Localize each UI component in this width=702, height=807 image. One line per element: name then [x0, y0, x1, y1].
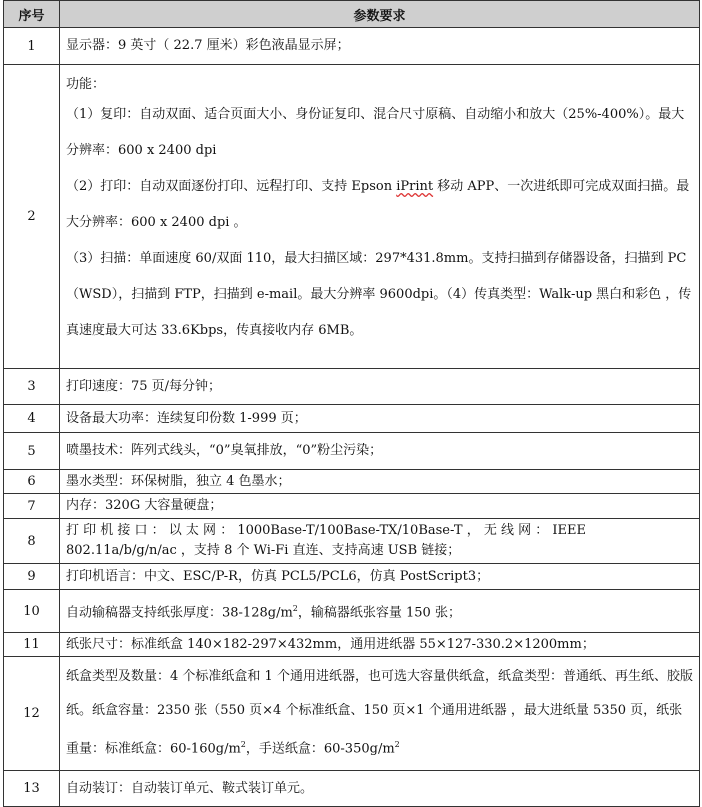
header-no: 序号 — [4, 1, 60, 28]
table-row — [4, 28, 700, 65]
header-row — [4, 1, 700, 28]
table-row — [4, 433, 700, 470]
superscript: 2 — [240, 740, 246, 750]
row-text: 打 印 机 接 口 ： 以 太 网 ： 1000Base-T/100Base-TX/10Base-T ， 无 线 网 ： IEEE 802.11a/b/g/n/ac ，支持 8 个 Wi-Fi 直连、支持高速 USB 链接； — [60, 519, 700, 564]
row-number: 10 — [4, 590, 60, 633]
copy-spec: （1）复印：自动双面、适合页面大小、身份证复印、混合尺寸原稿、自动缩小和放大（25%-400%）。最大分辨率：600 x 2400 dpi — [66, 107, 685, 158]
row-text: 显示器：9 英寸（ 22.7 厘米）彩色液晶显示屏； — [60, 28, 700, 65]
table-row — [4, 590, 700, 633]
header-param: 参数要求 — [60, 1, 700, 28]
row-number: 5 — [4, 433, 60, 470]
row-text: 墨水类型：环保树脂，独立 4 色墨水； — [60, 470, 700, 494]
row-text: 打印机语言：中文、ESC/P-R，仿真 PCL5/PCL6，仿真 PostScript3； — [60, 564, 700, 590]
feeder-capacity: ，输稿器纸张容量 150 张； — [297, 605, 461, 621]
table-row — [4, 771, 700, 807]
superscript: 2 — [394, 740, 400, 750]
row-text — [60, 590, 700, 633]
tray-spec-part1: 纸盒类型及数量：4 个标准纸盒和 1 个通用进纸器，也可选大容量供纸盒，纸盒类型：普通纸、再生纸、胶版纸。纸盒容量：2350 张（550 页×4 个标准纸盒、150 页×1 个通用进纸器 ，最大进纸量 5350 页，纸张重量：标准纸盒：60-160g/m — [66, 669, 693, 757]
superscript: 2 — [292, 603, 298, 613]
table-row — [4, 65, 700, 369]
row-number: 11 — [4, 633, 60, 657]
row-text: 喷墨技术：阵列式线头，“0”臭氧排放，“0”粉尘污染； — [60, 433, 700, 470]
feeder-thickness: 自动输稿器支持纸张厚度：38-128g/m — [66, 605, 293, 621]
row-number: 2 — [4, 65, 60, 369]
print-spec — [66, 169, 693, 241]
table-row — [4, 657, 700, 771]
table-row — [4, 519, 700, 564]
row-text: 设备最大功率：连续复印份数 1-999 页； — [60, 405, 700, 433]
row-text — [60, 65, 700, 369]
scan-fax-spec: （3）扫描：单面速度 60/双面 110，最大扫描区域：297*431.8mm。支持扫描到存储器设备，扫描到 PC（WSD），扫描到 FTP，扫描到 e-mail。最大分辨率 9600dpi。（4）传真类型：Walk-up 黑白和彩色 ，传真速度最大可达 33.6Kbps，传真接收内存 6MB。 — [66, 251, 692, 338]
row-number: 6 — [4, 470, 60, 494]
iprint-term: iPrint — [396, 179, 434, 194]
row-text: 纸张尺寸：标准纸盒 140×182-297×432mm，通用进纸器 55×127-330.2×1200mm； — [60, 633, 700, 657]
row-number: 8 — [4, 519, 60, 564]
row-number: 4 — [4, 405, 60, 433]
row-text: 自动装订：自动装订单元、鞍式装订单元。 — [60, 771, 700, 807]
print-spec-part1: （2）打印：自动双面逐份打印、远程打印、支持 Epson — [66, 179, 397, 194]
tray-spec — [66, 660, 693, 766]
function-label: 功能： — [66, 77, 106, 92]
row-text: 内存：320G 大容量硬盘； — [60, 494, 700, 519]
print-spec-part2: 移动 APP、一次进纸即可完成双面扫描。最大分辨率：600 x 2400 dpi 。 — [66, 179, 690, 230]
table-row — [4, 494, 700, 519]
table-row — [4, 369, 700, 405]
row-number: 13 — [4, 771, 60, 807]
table-row — [4, 564, 700, 590]
table-row — [4, 470, 700, 494]
row-text: 打印速度：75 页/每分钟； — [60, 369, 700, 405]
table-row — [4, 405, 700, 433]
row-number: 3 — [4, 369, 60, 405]
row-text — [60, 657, 700, 771]
row-number: 9 — [4, 564, 60, 590]
tray-spec-part2: ，手送纸盒：60-350g/m — [245, 741, 395, 757]
row-number: 1 — [4, 28, 60, 65]
row-number: 12 — [4, 657, 60, 771]
spec-table — [3, 0, 700, 807]
table-row — [4, 633, 700, 657]
row-number: 7 — [4, 494, 60, 519]
